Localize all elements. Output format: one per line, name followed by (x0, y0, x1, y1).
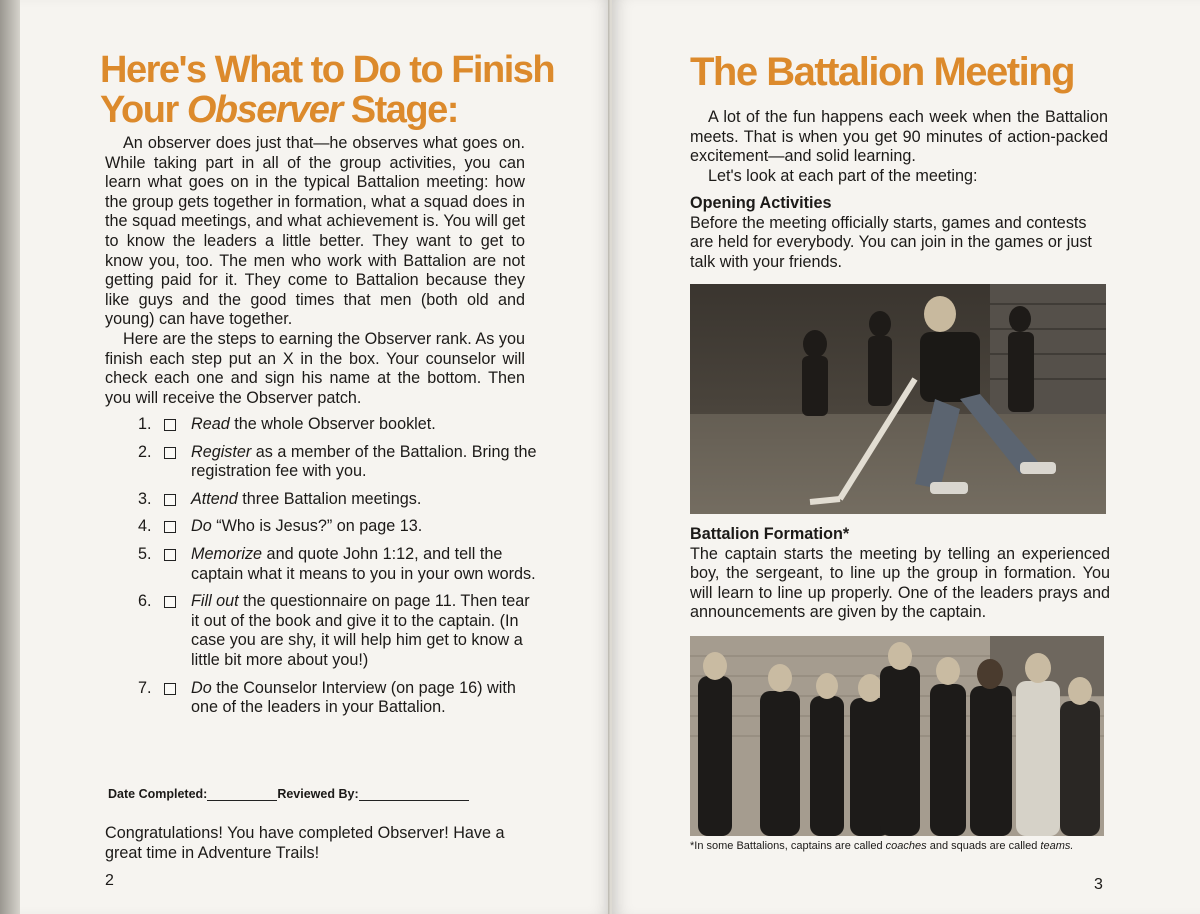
step-text: Do “Who is Jesus?” on page 13. (191, 517, 423, 536)
step-number: 1. (138, 415, 152, 433)
step-item (138, 517, 538, 537)
step-checkbox[interactable] (164, 419, 176, 431)
title-line-2-emphasis: Observer (186, 89, 342, 131)
step-text: Attend three Battalion meetings. (191, 489, 422, 508)
page-edge (0, 0, 22, 914)
step-number: 2. (138, 442, 152, 461)
page-right (612, 0, 1200, 914)
title-line-1: Here's What to Do to Finish (100, 49, 555, 91)
step-checkbox[interactable] (164, 447, 176, 459)
step-text: Read the whole Observer booklet. (191, 415, 436, 433)
observer-intro-paragraph: An observer does just that—he observes what goes on. While taking part in all of the group activities, you can learn what goes on in the typical Battalion meeting: how the group gets together in formation, what a squad does in the squad meetings, and what achievement is. You will get to know the leaders a little better. They want to get to know you, too. The men who work with Battalion are not getting paid for it. They come to Battalion because they like guys and the good times that men (both old and young) can have together. (105, 134, 525, 329)
opening-activities-section (690, 194, 1110, 272)
reviewed-by-label: Reviewed By: (277, 787, 359, 801)
step-checkbox[interactable] (164, 596, 176, 608)
battalion-formation-photo (690, 636, 1104, 836)
step-item (138, 490, 538, 510)
step-text: Do the Counselor Interview (on page 16) with one of the leaders in your Battalion. (191, 678, 516, 717)
step-checkbox[interactable] (164, 494, 176, 506)
step-item (138, 545, 538, 584)
page-number-left: 2 (105, 872, 114, 889)
meeting-parts-paragraph: Let's look at each part of the meeting: (708, 166, 978, 185)
meeting-intro-text (690, 108, 1108, 186)
step-checkbox[interactable] (164, 549, 176, 561)
step-number: 5. (138, 544, 152, 563)
left-body-text (105, 134, 525, 408)
step-checkbox[interactable] (164, 521, 176, 533)
completion-signature-line (108, 787, 528, 801)
left-page-title (100, 50, 600, 130)
opening-activities-heading: Opening Activities (690, 194, 832, 212)
formation-lineup-photo-illustration (690, 636, 1104, 836)
observer-steps-list (138, 415, 538, 726)
date-completed-field[interactable] (207, 788, 277, 801)
date-completed-label: Date Completed: (108, 787, 208, 801)
step-number: 4. (138, 517, 152, 536)
title-line-2-start: Your (100, 89, 178, 131)
step-item (138, 415, 538, 435)
step-number: 7. (138, 678, 152, 697)
opening-activities-photo (690, 284, 1106, 514)
steps-intro-paragraph: Here are the steps to earning the Observer rank. As you finish each step put an X in the box. Your counselor will check each one and sign his name at the bottom. Then you will receive the Observer patch. (105, 329, 525, 407)
opening-activities-text: Before the meeting officially starts, games and contests are held for everybody. You can join in the games or just talk with your friends. (690, 213, 1092, 271)
step-number: 3. (138, 489, 152, 508)
step-checkbox[interactable] (164, 683, 176, 695)
battalion-formation-heading: Battalion Formation* (690, 525, 850, 543)
footnote-caption: *In some Battalions, captains are called coaches and squads are called teams. (690, 840, 1074, 852)
step-text: Register as a member of the Battalion. Bring the registration fee with you. (191, 442, 537, 481)
battalion-formation-text: The captain starts the meeting by telling an experienced boy, the sergeant, to line up the group in formation. You will learn to line up properly. One of the leaders prays and announcements are given by the captain. (690, 544, 1110, 622)
step-text: Memorize and quote John 1:12, and tell the captain what it means to you in your own words. (191, 544, 536, 583)
step-item (138, 679, 538, 718)
step-item (138, 443, 538, 482)
step-item (138, 592, 538, 670)
step-text: Fill out the questionnaire on page 11. Then tear it out of the book and give it to the captain. (In case you are shy, it will help him get to know a little bit more about you!) (191, 592, 530, 669)
page-number-right: 3 (1094, 876, 1103, 893)
meeting-intro-paragraph: A lot of the fun happens each week when the Battalion meets. That is when you get 90 minutes of action-packed excitement—and solid learning. (690, 108, 1108, 166)
step-number: 6. (138, 592, 152, 611)
title-line-2-end: Stage: (350, 89, 458, 131)
battalion-formation-section (690, 525, 1110, 623)
hockey-game-photo-illustration (690, 284, 1106, 514)
congratulations-text: Congratulations! You have completed Observer! Have a great time in Adventure Trails! (105, 824, 505, 862)
right-page-title: The Battalion Meeting (690, 50, 1075, 94)
reviewed-by-field[interactable] (359, 788, 469, 801)
page-left (20, 0, 612, 914)
